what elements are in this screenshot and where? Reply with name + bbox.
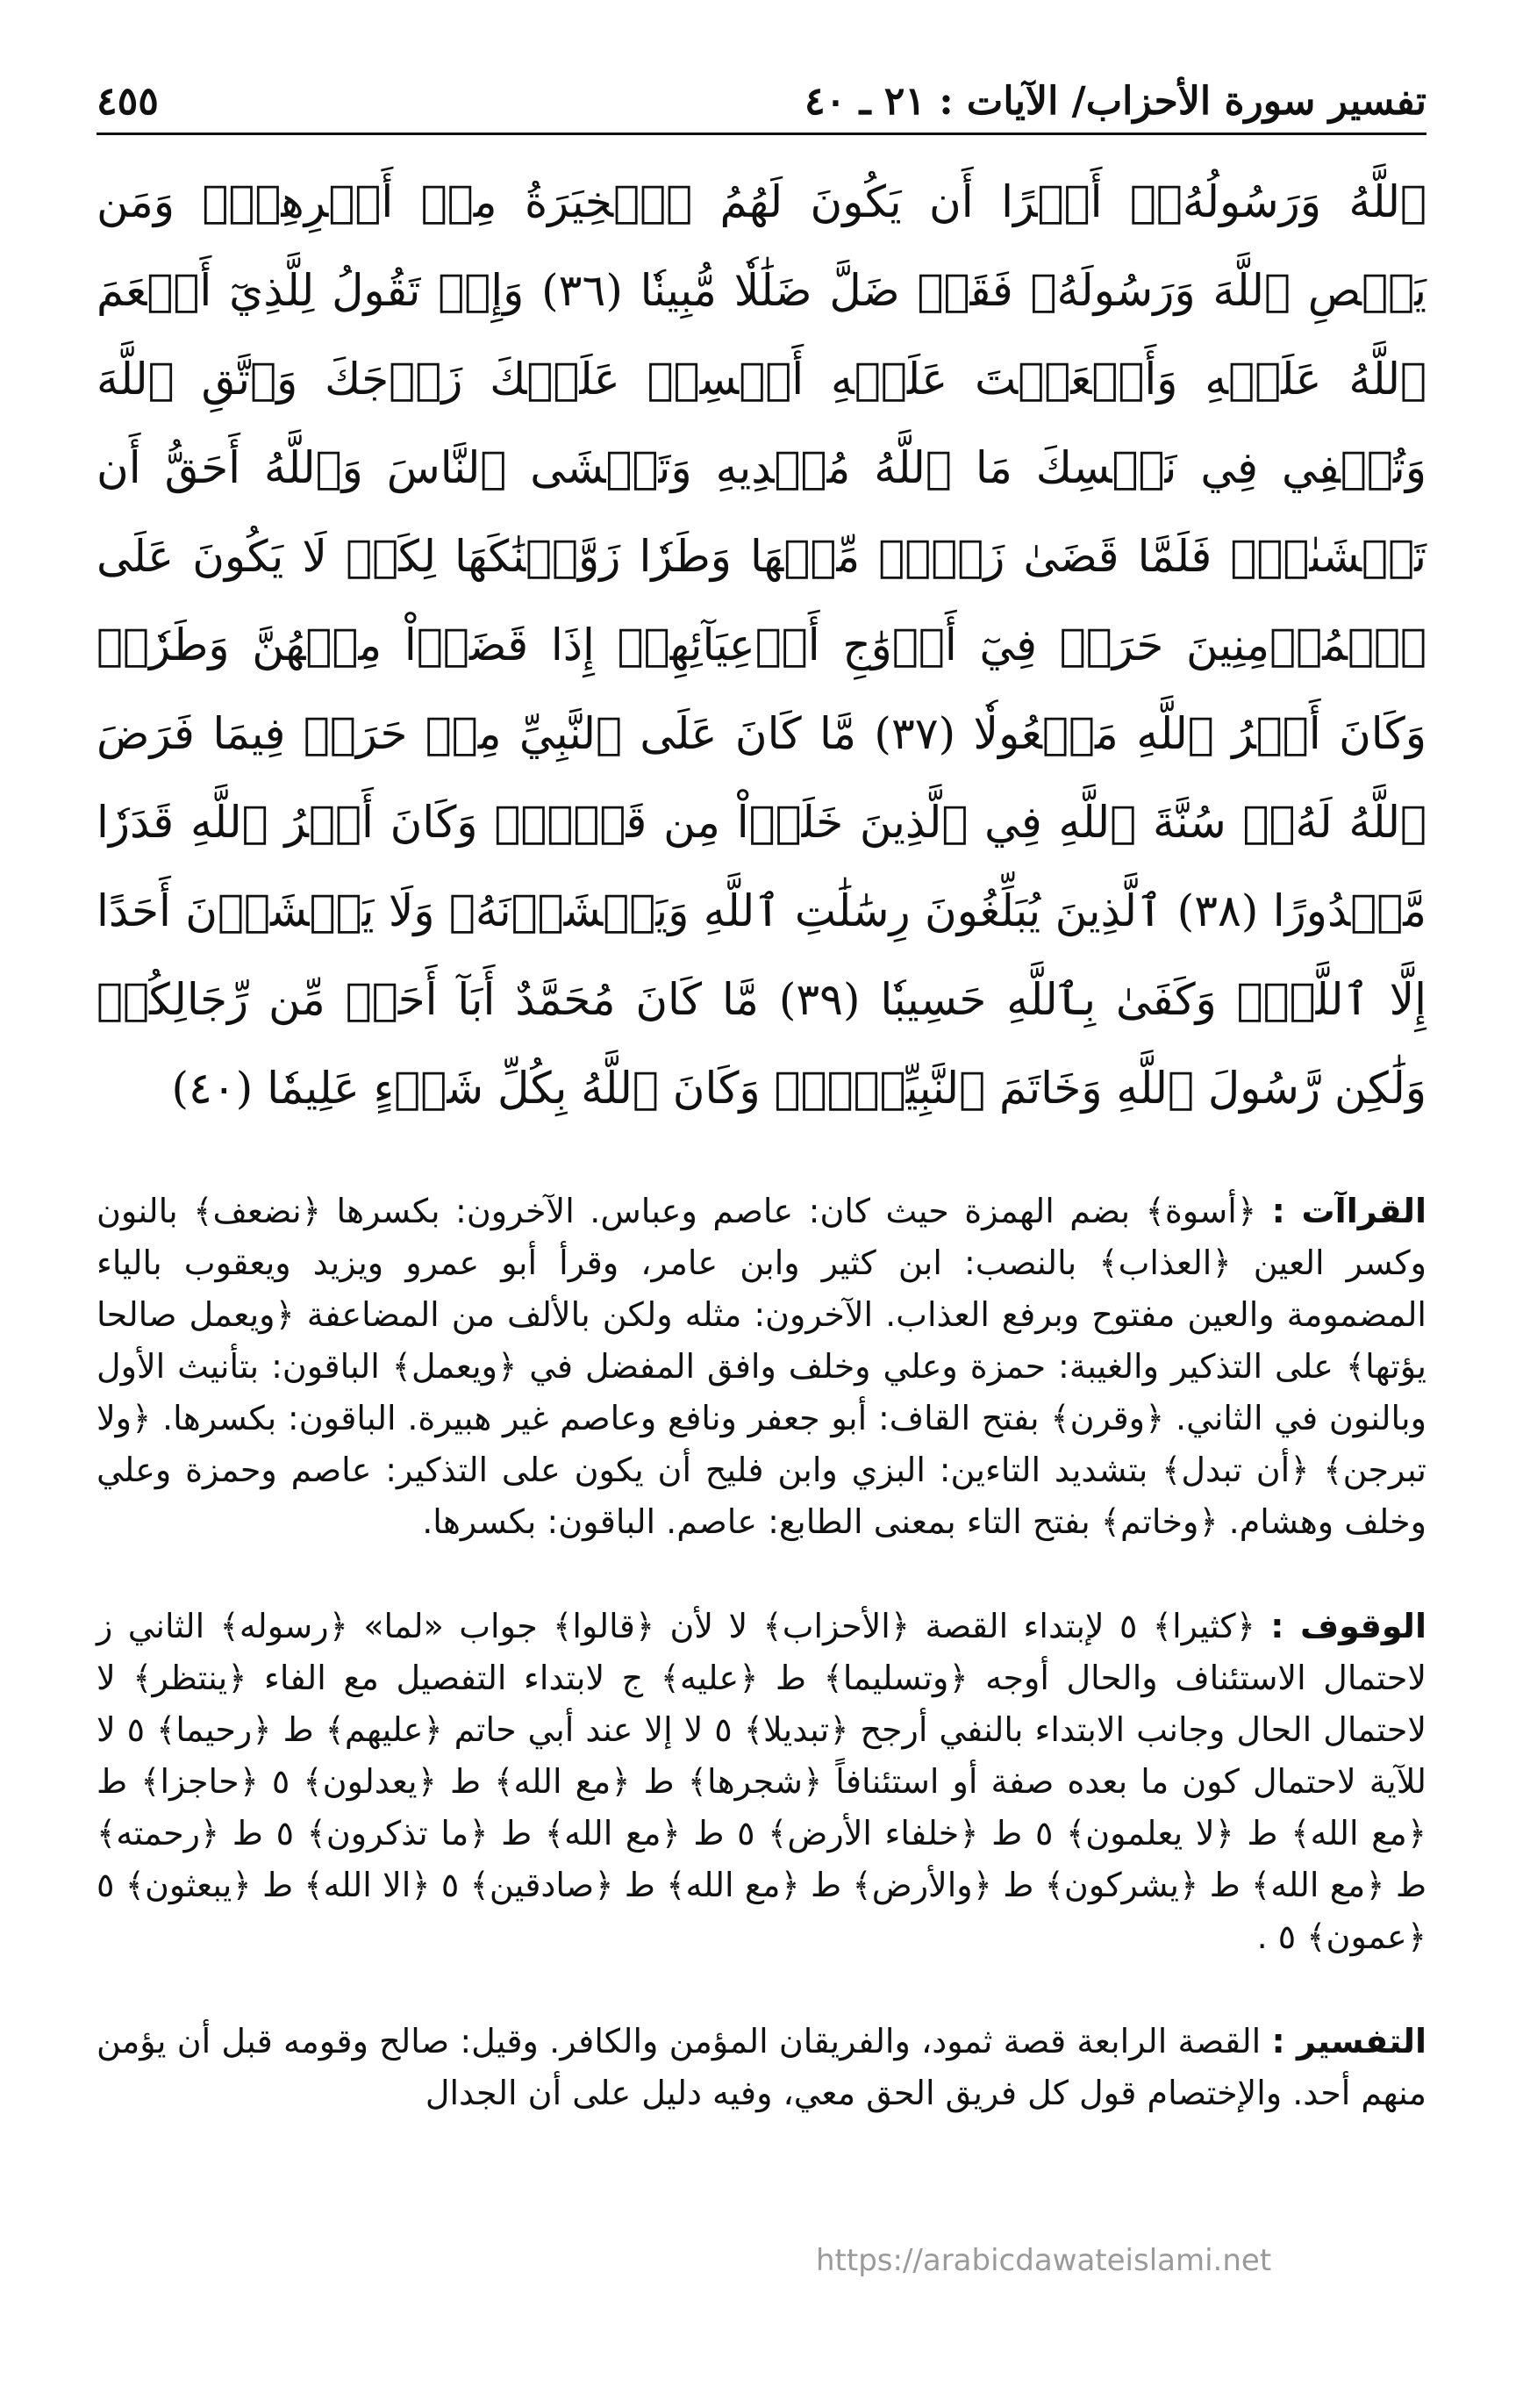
wuquf-label: الوقوف :	[1270, 1607, 1426, 1645]
page-header	[97, 79, 1426, 135]
wuquf-body: ﴿كثيرا﴾ ٥ لإبتداء القصة ﴿الأحزاب﴾ لا لأن ﴿قالوا﴾ جواب «لما» ﴿رسوله﴾ الثاني ز لاحتمال الاستئناف والحال أوجه ﴿وتسليما﴾ ط ﴿عليه﴾ ج لابتداء التفصيل مع الفاء ﴿ينتظر﴾ لا لاحتمال الحال وجانب الابتداء بالنفي أرجح ﴿تبديلا﴾ ٥ لا إلا عند أبي حاتم ﴿عليهم﴾ ط ﴿رحيما﴾ ٥ لا للآية لاحتمال كون ما بعده صفة أو استئنافاً ﴿شجرها﴾ ط ﴿مع الله﴾ ط ﴿يعدلون﴾ ٥ ﴿حاجزا﴾ ط ﴿مع الله﴾ ط ﴿لا يعلمون﴾ ٥ ط ﴿خلفاء الأرض﴾ ٥ ط ﴿مع الله﴾ ط ﴿ما تذكرون﴾ ٥ ط ﴿رحمته﴾ ط ﴿مع الله﴾ ط ﴿يشركون﴾ ط ﴿والأرض﴾ ط ﴿مع الله﴾ ط ﴿صادقين﴾ ٥ ﴿الا الله﴾ ط ﴿يبعثون﴾ ٥ ﴿عمون﴾ ٥ .	[97, 1607, 1427, 1956]
quran-verses: ٱللَّهُ وَرَسُولُهُۥٓ أَمۡرًا أَن يَكُونَ لَهُمُ ٱلۡخِيَرَةُ مِنۡ أَمۡرِهِمۡۗ وَمَن يَعۡصِ ٱللَّهَ وَرَسُولَهُۥ فَقَدۡ ضَلَّ ضَلَٰلٗا مُّبِينٗا (٣٦) وَإِذۡ تَقُولُ لِلَّذِيٓ أَنۡعَمَ ٱللَّهُ عَلَيۡهِ وَأَنۡعَمۡتَ عَلَيۡهِ أَمۡسِكۡ عَلَيۡكَ زَوۡجَكَ وَٱتَّقِ ٱللَّهَ وَتُخۡفِي فِي نَفۡسِكَ مَا ٱللَّهُ مُبۡدِيهِ وَتَخۡشَى ٱلنَّاسَ وَٱللَّهُ أَحَقُّ أَن تَخۡشَىٰهُۖ فَلَمَّا قَضَىٰ زَيۡدٞ مِّنۡهَا وَطَرٗا زَوَّجۡنَٰكَهَا لِكَيۡ لَا يَكُونَ عَلَى ٱلۡمُؤۡمِنِينَ حَرَجٞ فِيٓ أَزۡوَٰجِ أَدۡعِيَآئِهِمۡ إِذَا قَضَوۡاْ مِنۡهُنَّ وَطَرٗاۚ وَكَانَ أَمۡرُ ٱللَّهِ مَفۡعُولٗا (٣٧) مَّا كَانَ عَلَى ٱلنَّبِيِّ مِنۡ حَرَجٖ فِيمَا فَرَضَ ٱللَّهُ لَهُۥۖ سُنَّةَ ٱللَّهِ فِي ٱلَّذِينَ خَلَوۡاْ مِن قَبۡلُۚ وَكَانَ أَمۡرُ ٱللَّهِ قَدَرٗا مَّقۡدُورًا (٣٨) ٱلَّذِينَ يُبَلِّغُونَ رِسَٰلَٰتِ ٱللَّهِ وَيَخۡشَوۡنَهُۥ وَلَا يَخۡشَوۡنَ أَحَدًا إِلَّا ٱللَّهَۗ وَكَفَىٰ بِٱللَّهِ حَسِيبٗا (٣٩) مَّا كَانَ مُحَمَّدٌ أَبَآ أَحَدٖ مِّن رِّجَالِكُمۡ وَلَٰكِن رَّسُولَ ٱللَّهِ وَخَاتَمَ ٱلنَّبِيِّـۧنَۗ وَكَانَ ٱللَّهُ بِكُلِّ شَيۡءٍ عَلِيمٗا (٤٠)	[97, 176, 1426, 1114]
tafsir-section	[97, 2016, 1426, 2119]
watermark-url: https://arabicdawateislami.net	[816, 2243, 1272, 2278]
qiraat-label: القراآت :	[1271, 1192, 1426, 1230]
qiraat-body: ﴿أسوة﴾ بضم الهمزة حيث كان: عاصم وعباس. الآخرون: بكسرها ﴿نضعف﴾ بالنون وكسر العين ﴿العذاب﴾ بالنصب: ابن كثير وابن عامر، وقرأ أبو عمرو ويزيد ويعقوب بالياء المضمومة والعين مفتوح وبرفع العذاب. الآخرون: مثله ولكن بالألف من المضاعفة ﴿ويعمل صالحا يؤتها﴾ على التذكير والغيبة: حمزة وعلي وخلف وافق المفضل في ﴿ويعمل﴾ الباقون: بتأنيث الأول وبالنون في الثاني. ﴿وقرن﴾ بفتح القاف: أبو جعفر ونافع وعاصم غير هبيرة. الباقون: بكسرها. ﴿ولا تبرجن﴾ ﴿أن تبدل﴾ بتشديد التاءين: البزي وابن فليح أن يكون على التذكير: عاصم وحمزة وعلي وخلف وهشام. ﴿وخاتم﴾ بفتح التاء بمعنى الطابع: عاصم. الباقون: بكسرها.	[97, 1192, 1426, 1541]
tafsir-body: القصة الرابعة قصة ثمود، والفريقان المؤمن والكافر. وقيل: صالح وقومه قبل أن يؤمن منهم أحد. والإختصام قول كل فريق الحق معي، وفيه دليل على أن الجدال	[97, 2022, 1426, 2112]
running-title: تفسير سورة الأحزاب/ الآيات : ٢١ ـ ٤٠	[804, 79, 1426, 124]
qiraat-section	[97, 1186, 1426, 1548]
tafsir-label: التفسير :	[1271, 2022, 1426, 2060]
wuquf-section	[97, 1601, 1426, 1963]
page-number: ٤٥٥	[97, 79, 159, 124]
